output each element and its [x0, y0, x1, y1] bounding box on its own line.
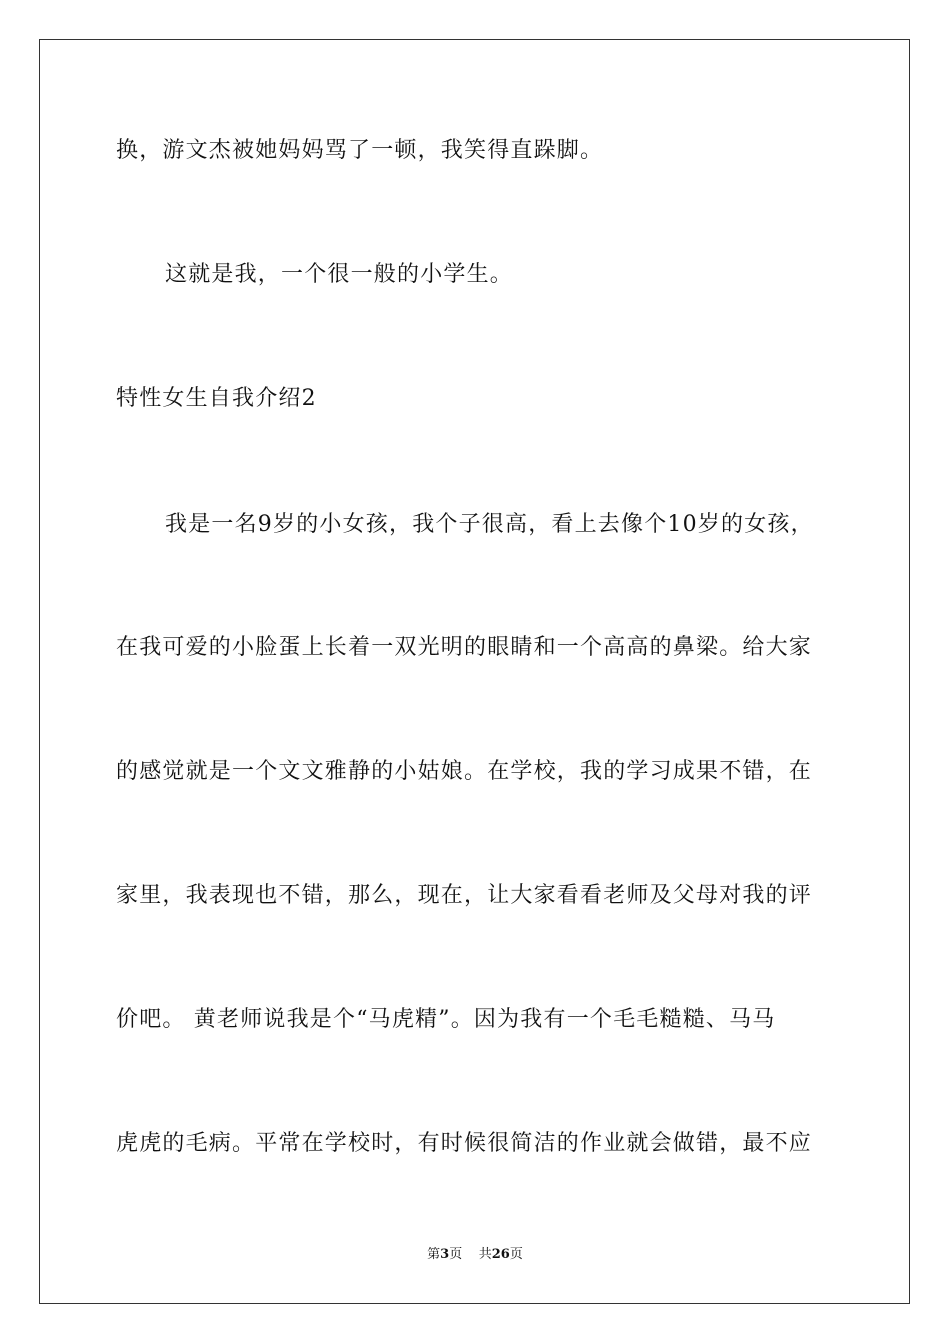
- section-heading: 特性女生自我介绍2: [116, 386, 317, 411]
- text-line-7: 价吧。 黄老师说我是个“马虎精”。因为我有一个毛毛糙糙、马马: [116, 1007, 776, 1032]
- text-line-3: 我是一名9岁的小女孩，我个子很高，看上去像个10岁的女孩，: [165, 512, 814, 537]
- page-border: [39, 39, 910, 1304]
- footer-total-suffix: 页: [509, 1247, 523, 1262]
- footer-page-number: 3: [440, 1247, 450, 1262]
- footer-page-prefix: 第: [427, 1247, 441, 1262]
- footer-page-suffix: 页: [449, 1247, 463, 1262]
- text-line-8: 虎虎的毛病。平常在学校时，有时候很简洁的作业就会做错，最不应: [116, 1131, 813, 1156]
- page-footer: [0, 1246, 950, 1264]
- footer-total-pages: 26: [491, 1247, 510, 1262]
- text-line-1: 换，游文杰被她妈妈骂了一顿，我笑得直跺脚。: [116, 138, 604, 163]
- text-line-4: 在我可爱的小脸蛋上长着一双光明的眼睛和一个高高的鼻梁。给大家: [116, 635, 813, 660]
- text-line-2: 这就是我，一个很一般的小学生。: [165, 262, 514, 287]
- footer-total-prefix: 共: [478, 1247, 492, 1262]
- text-line-6: 家里，我表现也不错，那么，现在，让大家看看老师及父母对我的评: [116, 883, 813, 908]
- text-line-5: 的感觉就是一个文文雅静的小姑娘。在学校，我的学习成果不错，在: [116, 759, 813, 784]
